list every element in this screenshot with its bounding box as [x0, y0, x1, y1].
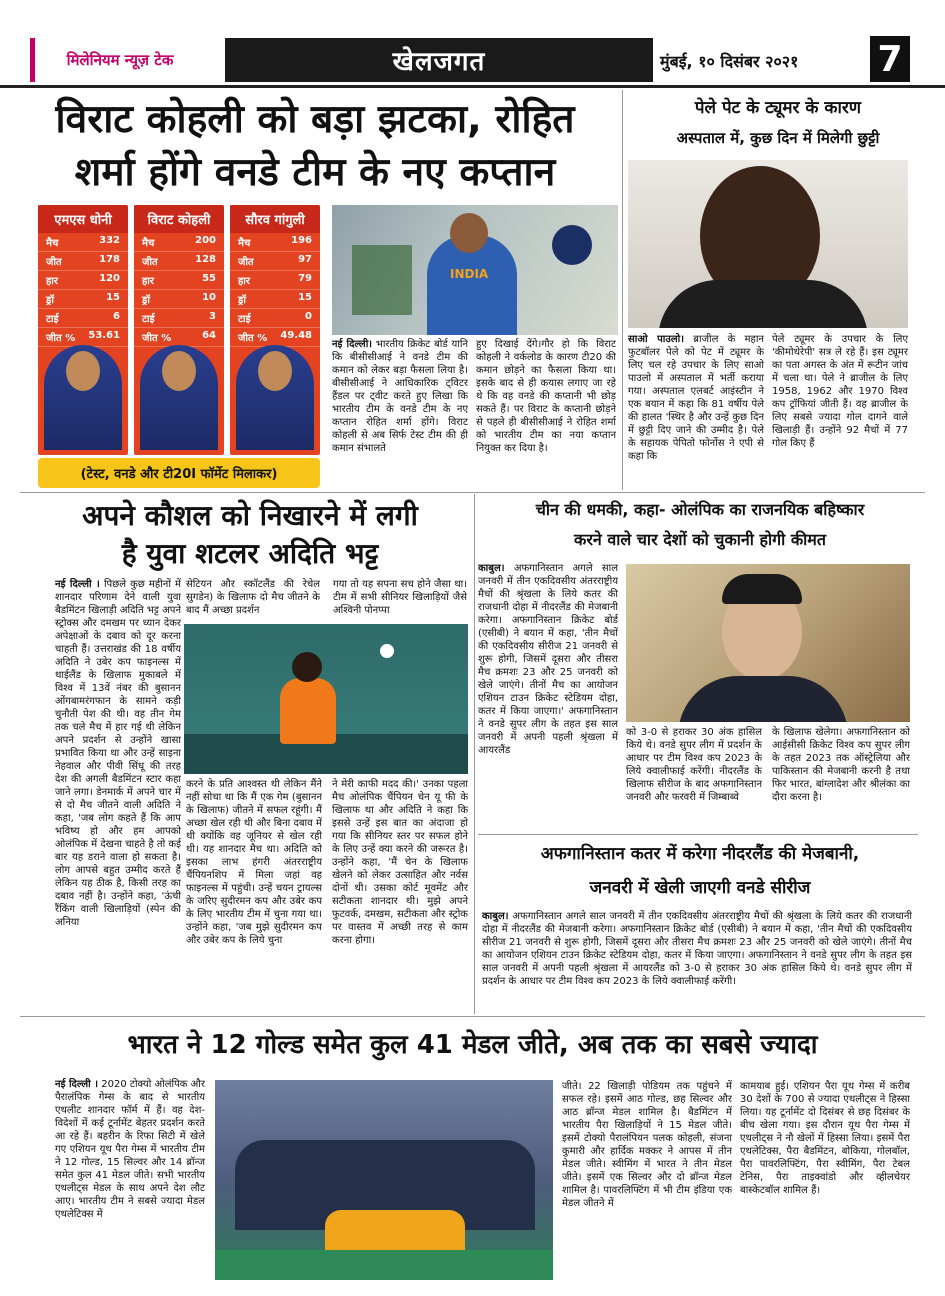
stat-value: 49.48	[280, 330, 312, 341]
china-col-1	[478, 562, 618, 838]
kohli-col-1	[332, 338, 468, 486]
stat-value: 128	[195, 254, 216, 265]
jersey-text: INDIA	[450, 267, 489, 281]
section-rule	[20, 492, 925, 493]
dhoni-photo	[44, 345, 122, 450]
stat-label: ड्रॉ	[142, 295, 150, 306]
dateline-pele: साओ पाउलो।	[628, 334, 685, 345]
pele-headline-1: पेले पेट के ट्यूमर के कारण	[694, 98, 862, 118]
afghan-headline-2: जनवरी में खेली जाएगी वनडे सीरीज	[589, 878, 811, 898]
stat-card-ganguly	[230, 205, 320, 455]
rohit-photo	[332, 205, 618, 335]
stat-value: 0	[305, 311, 312, 322]
stat-row	[38, 252, 128, 271]
stat-label: हार	[142, 276, 154, 287]
pele-headline-2: अस्पताल में, कुछ दिन में मिलेगी छुट्टी	[676, 129, 880, 147]
stat-label: टाई	[142, 314, 155, 325]
stat-label: जीत	[46, 257, 62, 268]
china-headline-2: करने वाले चार देशों को चुकानी होगी कीमत	[574, 530, 826, 549]
brand-name: मिलेनियम न्यूज़ टेक	[66, 51, 174, 69]
stat-row	[38, 290, 128, 309]
stat-card-dhoni	[38, 205, 128, 455]
stat-card-kohli	[134, 205, 224, 455]
stat-label: जीत	[238, 257, 254, 268]
dateline-afghan: काबुल।	[482, 911, 509, 922]
stat-row	[38, 309, 128, 328]
stat-value: 53.61	[88, 330, 120, 341]
stat-value: 64	[202, 330, 216, 341]
kohli-col-2: हुए दिखाई देंगे।गौर हो कि विराट कोहली ने वर्कलोड के कारण टी20 की कमान छोड़ने का फैसला किया था। इसके बाद से ही कयास लगाए जा रहे थे कि वह वनडे की कप्तानी भी छोड़ सकते हैं। पर विराट के कप्तानी छोड़ने से पहले ही बीसीसीआई ने रोहित शर्मा को भारतीय टीम का नया कप्तान नियुक्त कर दिया है।	[476, 339, 616, 454]
stat-label: टाई	[238, 314, 251, 325]
stat-row	[38, 233, 128, 252]
stat-row	[230, 233, 320, 252]
stat-label: मैच	[46, 238, 59, 249]
aditi-col-1	[55, 578, 181, 1008]
aditi-headline-2: है युवा शटलर अदिति भट्ट	[121, 537, 379, 570]
china-col-2: को 3-0 से हराकर 30 अंक हासिल किये थे। वनडे सुपर लीग में प्रदर्शन के आधार पर टीम विश्व कप 2023 के लिये क्वालीफाई करेंगी। नीदरलैंड के खिलाफ सीरीज के बाद अफगानिस्तान जनवरी और फरवरी में जिम्बाब्वे	[626, 727, 762, 803]
medal-col-2: जीते। 22 खिलाड़ी पोडियम तक पहुंचने में सफल रहे। इसमें आठ गोल्ड, छह सिल्वर और आठ ब्रॉन्ज मेडल शामिल है। बैडमिंटन में भारतीय पैरा खिलाड़ियों ने 15 मेडल जीते। इसमें टोक्यो पैरालंपियन पलक कोहली, संजना कुमारी और हार्दिक मक्कर ने आपस में तीन मेडल जीते। स्वीमिंग में भारत ने तीन मेडल जीते। इसमें एक सिल्वर और दो ब्रॉन्ज मेडल शामिल है। पावरलिफ्टिंग में भी टीम इंडिया एक मेडल जीतने में	[562, 1081, 732, 1209]
stat-row	[38, 271, 128, 290]
stat-label: जीत %	[238, 333, 268, 344]
aditi-col-3-top: गया तो यह सपना सच होने जैसा था। टीम में सभी सीनियर खिलाड़ियों जैसे अश्विनी पोनप्पा	[333, 579, 467, 616]
article-text: भारतीय क्रिकेट बोर्ड यानि कि बीसीसीआई ने वनडे टीम की कमान को लेकर बड़ा फैसला लिया है। बीसीसीआई ने आधिकारिक ट्विटर हैंडल पर ट्वीट करते हुए लिखा कि भारतीय टीम के वनडे टीम के नए कप्तान रोहित शर्मा होंगे। विराट कोहली से अब सिर्फ टेस्ट टीम की ही कमान संभालते	[332, 339, 468, 454]
stat-card-name: विराट कोहली	[134, 205, 224, 233]
stat-row	[230, 252, 320, 271]
medal-team-photo	[215, 1080, 553, 1280]
section-rule	[20, 1016, 925, 1017]
pele-col-2: पेले ट्यूमर के उपचार के लिए 'कीमोथेरेपी' सत्र ले रहे हैं। इस ट्यूमर का पता अगस्त के अंत में रूटीन जांच में चला था। पेले ने ब्राजील के लिए 1958, 1962 और 1970 विश्व कप ट्रॉफियां जीती हैं। वह ब्राजील के लिए सबसे ज्यादा गोल दागने वाले खिलाड़ी हैं। उन्होंने 92 मैचों में 77 गोल किए हैं	[772, 334, 908, 449]
china-headline-1: चीन की धमकी, कहा- ओलंपिक का राजनयिक बहिष्कार	[535, 500, 865, 519]
stat-value: 97	[298, 254, 312, 265]
stat-label: टाई	[46, 314, 59, 325]
stats-caption: (टेस्ट, वनडे और टी20I फॉर्मेट मिलाकर)	[38, 458, 320, 488]
stat-value: 15	[298, 292, 312, 303]
stat-row	[134, 309, 224, 328]
kohli-headline-1: विराट कोहली को बड़ा झटका, रोहित	[55, 97, 575, 142]
stat-label: ड्रॉ	[238, 295, 246, 306]
stat-value: 55	[202, 273, 216, 284]
kohli-headline-2: शर्मा होंगे वनडे टीम के नए कप्तान	[74, 150, 556, 195]
section-rule	[478, 834, 918, 835]
section-title: खेलजगत	[225, 38, 653, 82]
article-text: अफगानिस्तान अगले साल जनवरी में तीन एकदिवसीय अंतरराष्ट्रीय मैचों की श्रृंखला के लिये कतर की राजधानी दोहा में नीदरलैंड की मेजबानी करेगा। अफगानिस्तान क्रिकेट बोर्ड (एसीबी) ने बयान में कहा, 'तीन मैचों की एकदिवसीय सीरीज 21 जनवरी से शुरू होगी, जिसमें दूसरा और तीसरा मैच क्रमशः 23 और 25 जनवरी को खेले जाएंगे। तीनों मैच का आयोजन एशियन टाउन क्रिकेट स्टेडियम दोहा, कतर में किया जाएगा।' अफगानिस्तान ने वनडे सुपर लीग के तहत इस साल जनवरी में अपनी पहली श्रृंखला में आयरलैंड	[478, 563, 618, 756]
stat-card-name: एमएस धोनी	[38, 205, 128, 233]
stat-value: 10	[202, 292, 216, 303]
stat-row	[230, 290, 320, 309]
dateline-aditi: नई दिल्ली ।	[55, 579, 100, 590]
aditi-col-3-bottom: ने मेरी काफी मदद की।' उनका पहला मैच ओलंपिक चैंपियन चेन यू फी के खिलाफ था और अदिति ने कहा कि इससे उन्हें इस बात का अंदाजा हो गया कि सीनियर स्तर पर सफल होने के लिए उन्हें क्या करने की जरूरत है। उन्होंने कहा, 'मैं चेन के खिलाफ खेलने को लेकर उत्साहित और नर्वस दोनों थी। उसका कोर्ट मूवमेंट और सटीकता शानदार थी। मुझे अपने फुटवर्क, दमखम, सटीकता और स्ट्रोक पर वास्तव में अच्छी तरह से काम करना होगा।	[332, 779, 468, 946]
china-col-3: के खिलाफ खेलेगा। अफगानिस्तान को आईसीसी क्रिकेट विश्व कप सुपर लीग के तहत 2023 तक ऑस्ट्रेलिया और पाकिस्तान की मेजबानी करनी है तथा फिर भारत, बांग्लादेश और श्रीलंका का दौरा करना है।	[772, 727, 910, 803]
stat-label: जीत	[142, 257, 158, 268]
afghan-headline-1: अफगानिस्तान कतर में करेगा नीदरलैंड की मेजबानी,	[540, 844, 860, 864]
stat-label: हार	[238, 276, 250, 287]
stat-value: 200	[195, 235, 216, 246]
column-rule	[474, 494, 475, 1014]
pele-photo	[628, 160, 908, 328]
stat-value: 3	[209, 311, 216, 322]
stat-row	[230, 309, 320, 328]
pele-col-1	[628, 333, 764, 488]
stat-row	[134, 290, 224, 309]
aditi-col-2-top: सेटियन और स्कॉटलैंड की रेचेल सुगडेन) के खिलाफ दो मैच जीतने के बाद मैं अच्छा प्रदर्शन	[186, 579, 320, 616]
column-rule	[622, 90, 623, 490]
kohli-photo	[140, 345, 218, 450]
stat-row	[134, 271, 224, 290]
stat-value: 178	[99, 254, 120, 265]
dateline-kohli: नई दिल्ली।	[332, 339, 373, 350]
article-text: पिछले कुछ महीनों में शानदार परिणाम देने वाली युवा बैडमिंटन खिलाड़ी अदिति भट्ट अपने स्ट्रोक्स और दमखम पर ध्यान देकर अपेक्षाओं के दबाव को दूर करना चाहती हैं। उत्तराखंड की 18 वर्षीय अदिति ने उबेर कप फाइनल्स में थाईलैंड के खिलाफ मुकाबले में विश्व में 13वें नंबर की बुसानन ओंगबामरंगफान के सामने कड़ी चुनौती पेश की थी। वह तीन गेम तक चले मैच में हार गई थी लेकिन अपने प्रदर्शन से उन्होंने खासा प्रभावित किया था और उन्हें साइना नेहवाल और पीवी सिंधू की तरह देश की अगली बैडमिंटन स्टार कहा जाने लगा। डेनमार्क में अपने चार में से दो मैच जीतने वाली अदिति ने कहा, 'जब लोग कहते हैं कि आप भविष्य हो और हम आपको ओलंपिक में देखना चाहते है तो कई बार यह डराने वाला हो सकता है। लोग आपसे बहुत उम्मीद करते हैं लेकिन यह ठीक है, किसी तरह का दबाव नहीं है। उन्होंने कहा, 'ऊंची रैंकिंग वाली खिलाड़ियों (स्पेन की अनिया	[55, 579, 181, 928]
ganguly-photo	[236, 345, 314, 450]
stat-value: 120	[99, 273, 120, 284]
stat-value: 79	[298, 273, 312, 284]
stat-label: मैच	[238, 238, 251, 249]
stat-row	[230, 271, 320, 290]
stat-value: 332	[99, 235, 120, 246]
stat-row	[134, 252, 224, 271]
stat-label: मैच	[142, 238, 155, 249]
article-text: 2020 टोक्यो ओलंपिक और पैरालंपिक गेम्स के बाद से भारतीय एथलीट शानदार फॉर्म में हैं। वह देश-विदेशों में कई टूर्नामेंट बेहतर प्रदर्शन करते आ रहे हैं। बहरीन के रिफा सिटी में खेले गए एशियन यूथ पैरा गेम्स में भारतीय टीम ने 12 गोल्ड, 15 सिल्वर और 14 ब्रॉन्ज समेत कुल 41 मेडल जीते। सभी भारतीय एथलीट्स मेडल के साथ अपने देश लौट आए। भारतीय टीम ने सबसे ज्यादा मेडल एथलेटिक्स में	[55, 1079, 205, 1220]
medal-col-1	[55, 1078, 205, 1288]
xi-photo	[626, 564, 910, 722]
stat-label: हार	[46, 276, 58, 287]
medal-headline: भारत ने 12 गोल्ड समेत कुल 41 मेडल जीते, अब तक का सबसे ज्यादा	[127, 1030, 818, 1060]
aditi-photo	[184, 624, 468, 774]
stat-label: जीत %	[46, 333, 76, 344]
dateline-medal: नई दिल्ली ।	[55, 1079, 99, 1090]
dateline: मुंबई, १० दिसंबर २०२१	[660, 52, 799, 71]
stat-value: 6	[113, 311, 120, 322]
stat-row	[134, 233, 224, 252]
aditi-headline-1: अपने कौशल को निखारने में लगी	[82, 499, 418, 532]
dateline-china: काबुल।	[478, 563, 505, 574]
stat-value: 15	[106, 292, 120, 303]
aditi-col-2-bottom: करने के प्रति आश्वस्त थी लेकिन मैंने नहीं सोचा था कि मैं एक गेम (बुसानन के खिलाफ) जीतने में सफल रहूंगी। मैं अच्छा खेल रही थी और बिना दबाव में थी क्योंकि वह जूनियर से खेल रही थी। यह शानदार मैच था। अदिति को इसका लाभ हंगरी अंतरराष्ट्रीय चैंपियनशिप में मिला जहां वह फाइनल्स में पहुंची। उन्हें चयन ट्रायल्स के जरिए सुदीरमन कप और उबेर कप के लिए भारतीय टीम में चुना गया था। उन्होंने कहा, 'जब मुझे सुदीरमन कप और उबेर कप के लिये चुना	[186, 779, 322, 946]
afghan-text	[482, 910, 912, 1014]
stat-value: 196	[291, 235, 312, 246]
stat-card-name: सौरव गांगुली	[230, 205, 320, 233]
article-text: ब्राजील के महान फुटबॉलर पेले को पेट में ट्यूमर के लिए चल रहे उपचार के लिए साओ पाउलो में अस्पताल में भर्ती कराया गया। अस्पताल एलबर्ट आइंस्टीन ने एक बयान में कहा कि 81 वर्षीय पेले की हालत 'स्थिर है और उन्हें कुछ दिन में छुट्टी दिए जाने की उम्मीद है। पेले के सहायक पेपितो फोर्नोस ने एपी से कहा कि	[628, 334, 764, 462]
stat-label: जीत %	[142, 333, 172, 344]
stat-label: ड्रॉ	[46, 295, 54, 306]
page-number: 7	[870, 36, 910, 82]
article-text: अफगानिस्तान अगले साल जनवरी में तीन एकदिवसीय अंतरराष्ट्रीय मैचों की श्रृंखला के लिये कतर की राजधानी दोहा में नीदरलैंड की मेजबानी करेगा। अफगानिस्तान क्रिकेट बोर्ड (एसीबी) ने बयान में कहा, 'तीन मैचों की एकदिवसीय सीरीज 21 जनवरी से शुरू होगी, जिसमें दूसरा और तीसरा मैच क्रमशः 23 और 25 जनवरी को खेले जाएंगे। तीनों मैच का आयोजन एशियन टाउन क्रिकेट स्टेडियम दोहा, कतर में किया जाएगा। अफगानिस्तान ने वनडे सुपर लीग के तहत इस साल जनवरी में अपनी पहली श्रृंखला में आयरलैंड को 3-0 से हराकर 30 अंक हासिल किये थे। वनडे सुपर लीग में प्रदर्शन के आधार पर टीम विश्व कप 2023 के लिये क्वालीफाई करेंगी।	[482, 911, 912, 987]
medal-col-3: कामयाब हुई। एशियन पैरा यूथ गेम्स में करीब 30 देशों के 700 से ज्यादा एथलीट्स ने हिस्सा लिया। यह टूर्नामेंट दो दिसंबर से छह दिसंबर के बीच खेला गया। इस दौरान यूथ पैरा गेम्स में एथलीट्स ने नौ खेलों में हिस्सा लिया। इसमें पैरा एथलेटिक्स, पैरा बैडमिंटन, बोकिया, गोलबॉल, पैरा पावरलिफ्टिंग, पैरा स्वीमिंग, पैरा टेबल टेनिस, पैरा ताइक्वांडो और व्हीलचेयर बास्केटबॉल शामिल हैं।	[740, 1081, 910, 1196]
